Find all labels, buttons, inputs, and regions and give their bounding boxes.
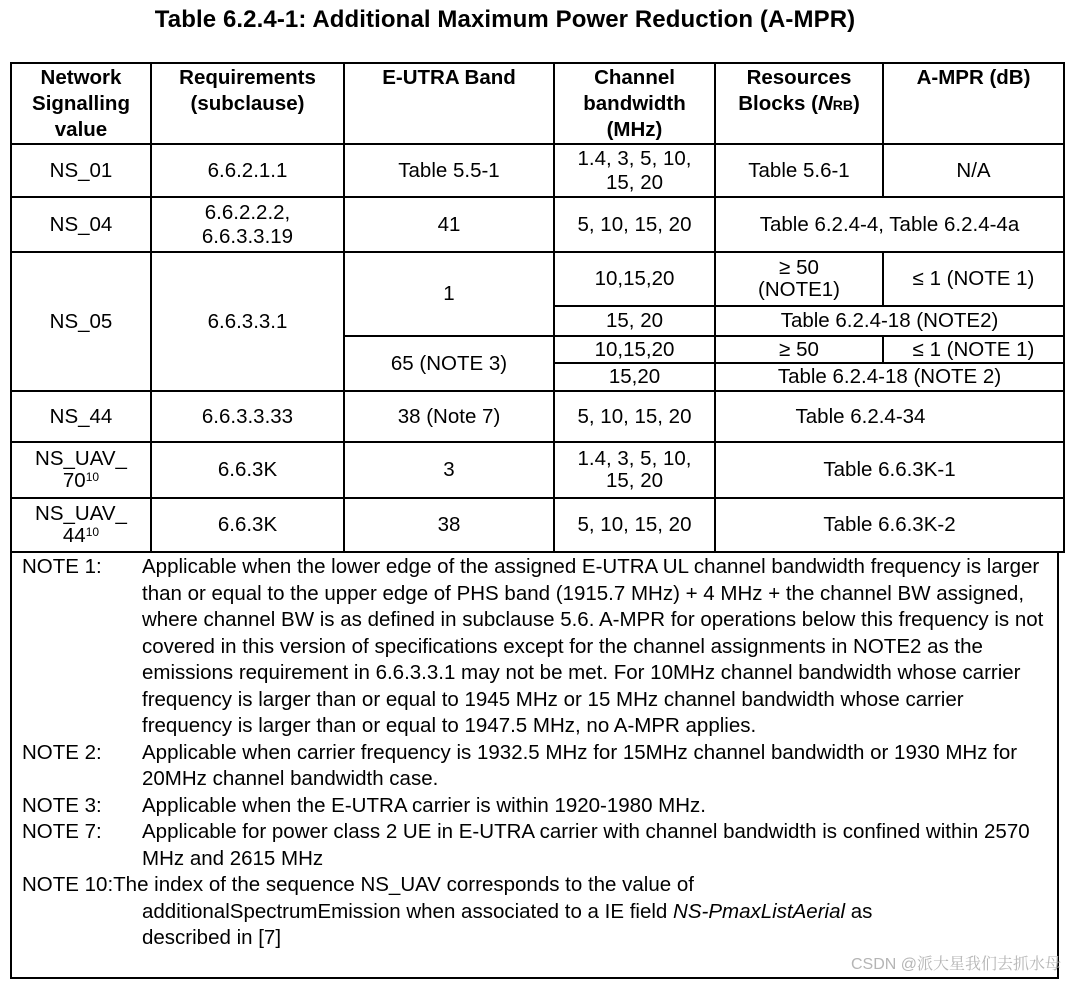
header-text: ) — [852, 92, 860, 115]
cell-rb-ampr: Table 6.6.3K-1 — [715, 442, 1064, 498]
note-label: NOTE 2: — [22, 740, 102, 764]
header-bandwidth — [554, 63, 715, 144]
table-row-ns05-a — [11, 252, 1064, 306]
note-text: Applicable when carrier frequency is 1932.5 MHz for 15MHz channel bandwidth or 1930 MHz for 20MHz channel bandwidth case. — [142, 740, 1018, 790]
cell-text: 15, 20 — [606, 170, 663, 194]
note-label: NOTE 3: — [22, 793, 102, 817]
header-text: E-UTRA Band — [382, 66, 516, 89]
cell-req: 6.6.2.1.1 — [151, 144, 344, 197]
table-row-ns04 — [11, 197, 1064, 252]
watermark: CSDN @派大星我们去抓水母 — [850, 956, 1061, 973]
cell-req: 6.6.3.3.1 — [151, 252, 344, 391]
note-text: additionalSpectrumEmission when associated to a IE field — [142, 899, 674, 923]
header-row — [11, 63, 1064, 144]
cell-band: Table 5.5-1 — [344, 144, 554, 197]
header-resource-blocks — [715, 63, 883, 144]
table-title: Table 6.2.4-1: Additional Maximum Power Reduction (A-MPR) — [154, 6, 856, 33]
cell-text: 44 — [62, 524, 86, 547]
cell-text: ≥ 50 — [779, 256, 819, 279]
note-text: Applicable when the lower edge of the assigned E-UTRA UL channel bandwidth frequency is larger than or equal to the upper edge of PHS band (1915.7 MHz) + 4 MHz + the channel BW assigned, where channel BW is as defined in subclause 5.6. A-MPR for operations below this frequency is not covered in this version of specifications except for the channel assignments in NOTE2 as the emissions requirement in 6.6.3.3.1 may not be met. For 10MHz channel bandwidth whose carrier frequency is larger than or equal to 1945 MHz or 15 MHz channel bandwidth whose carrier frequency is larger than or equal to 1947.5 MHz, no A-MPR applies. — [142, 555, 1044, 737]
header-text: bandwidth — [583, 92, 686, 115]
note-label: NOTE 7: — [22, 820, 102, 843]
footnote-ref: 10 — [85, 470, 100, 484]
cell-bw: 15,20 — [554, 363, 715, 391]
cell-ns — [11, 442, 151, 498]
cell-bw — [554, 144, 715, 197]
cell-ns: NS_04 — [11, 197, 151, 252]
header-text — [718, 91, 880, 118]
cell-text: 1.4, 3, 5, 10, — [577, 447, 692, 470]
cell-rb-ampr: Table 6.2.4-18 (NOTE 2) — [715, 363, 1064, 391]
note-line — [12, 872, 1057, 899]
ie-field-name: NS-PmaxListAerial — [673, 899, 846, 923]
cell-rb-ampr: Table 6.2.4-34 — [715, 391, 1064, 442]
cell-text: 6.6.3.3.19 — [201, 224, 294, 248]
note-10 — [12, 872, 1057, 952]
note-text: Applicable for power class 2 UE in E-UTRA carrier with channel bandwidth is confined within 2570 MHz and 2615 MHz — [142, 820, 1030, 870]
cell-text: 6.6.2.2.2, — [204, 200, 291, 224]
cell-rb: ≥ 50 — [715, 336, 883, 363]
table-row-nsuav70 — [11, 442, 1064, 498]
cell-rb-ampr: Table 6.2.4-4, Table 6.2.4-4a — [715, 197, 1064, 252]
ampr-table — [10, 62, 1065, 553]
cell-bw: 5, 10, 15, 20 — [554, 197, 715, 252]
note-text: The index of the sequence NS_UAV corresponds to the value of — [113, 873, 694, 896]
cell-band: 38 (Note 7) — [344, 391, 554, 442]
note-3 — [12, 793, 1057, 820]
cell-bw: 15, 20 — [554, 306, 715, 336]
cell-bw: 5, 10, 15, 20 — [554, 498, 715, 552]
note-text: described in [7] — [142, 926, 282, 949]
cell-text: 15, 20 — [606, 469, 663, 492]
footnote-ref: 10 — [85, 525, 100, 539]
note-2 — [12, 740, 1057, 793]
cell-rb-ampr: Table 6.2.4-18 (NOTE2) — [715, 306, 1064, 336]
cell-req: 6.6.3K — [151, 442, 344, 498]
table-row-nsuav44 — [11, 498, 1064, 552]
cell-ns: NS_01 — [11, 144, 151, 197]
header-text: Channel — [594, 66, 675, 89]
header-text: Signalling — [32, 92, 130, 115]
cell-ampr: ≤ 1 (NOTE 1) — [883, 252, 1064, 306]
cell-ns: NS_44 — [11, 391, 151, 442]
cell-req: 6.6.3K — [151, 498, 344, 552]
cell-text: (NOTE1) — [758, 278, 840, 301]
cell-text: NS_UAV_ — [35, 447, 127, 470]
note-7 — [12, 819, 1057, 872]
cell-band: 3 — [344, 442, 554, 498]
note-label: NOTE 1: — [22, 555, 102, 578]
header-text: A-MPR (dB) — [916, 66, 1031, 89]
header-ampr — [883, 63, 1064, 144]
cell-band: 1 — [344, 252, 554, 336]
header-ns-value — [11, 63, 151, 144]
header-text: value — [54, 118, 108, 141]
note-text: Applicable when the E-UTRA carrier is within 1920-1980 MHz. — [142, 793, 707, 817]
cell-ns — [11, 498, 151, 552]
header-text: Network — [40, 66, 122, 89]
cell-ampr: ≤ 1 (NOTE 1) — [883, 336, 1064, 363]
note-label: NOTE 10: — [22, 873, 114, 896]
header-band — [344, 63, 554, 144]
cell-bw — [554, 442, 715, 498]
note-line — [12, 899, 1057, 926]
cell-req: 6.6.3.3.33 — [151, 391, 344, 442]
cell-ns: NS_05 — [11, 252, 151, 391]
header-text: (MHz) — [606, 118, 663, 141]
table-row-ns01 — [11, 144, 1064, 197]
header-requirements — [151, 63, 344, 144]
note-text: as — [845, 899, 873, 923]
header-text: Blocks ( — [738, 92, 818, 115]
header-text: Resources — [746, 66, 852, 89]
cell-text — [14, 525, 148, 547]
cell-bw: 10,15,20 — [554, 252, 715, 306]
header-text: Requirements — [179, 66, 316, 89]
header-text: (subclause) — [190, 92, 305, 115]
cell-text: 70 — [62, 469, 86, 492]
cell-text: 1.4, 3, 5, 10, — [577, 146, 692, 170]
cell-bw: 5, 10, 15, 20 — [554, 391, 715, 442]
table-row-ns44 — [11, 391, 1064, 442]
cell-band: 65 (NOTE 3) — [344, 336, 554, 391]
cell-band: 38 — [344, 498, 554, 552]
subscript: RB — [832, 97, 853, 113]
cell-bw: 10,15,20 — [554, 336, 715, 363]
cell-ampr: N/A — [883, 144, 1064, 197]
cell-text — [14, 470, 148, 492]
cell-rb: Table 5.6-1 — [715, 144, 883, 197]
header-text: N — [817, 92, 833, 115]
cell-band: 41 — [344, 197, 554, 252]
note-line — [12, 925, 1057, 952]
cell-text: NS_UAV_ — [35, 502, 127, 525]
cell-rb — [715, 252, 883, 306]
cell-rb-ampr: Table 6.6.3K-2 — [715, 498, 1064, 552]
notes-section — [10, 551, 1059, 979]
cell-req — [151, 197, 344, 252]
note-1 — [12, 554, 1057, 740]
